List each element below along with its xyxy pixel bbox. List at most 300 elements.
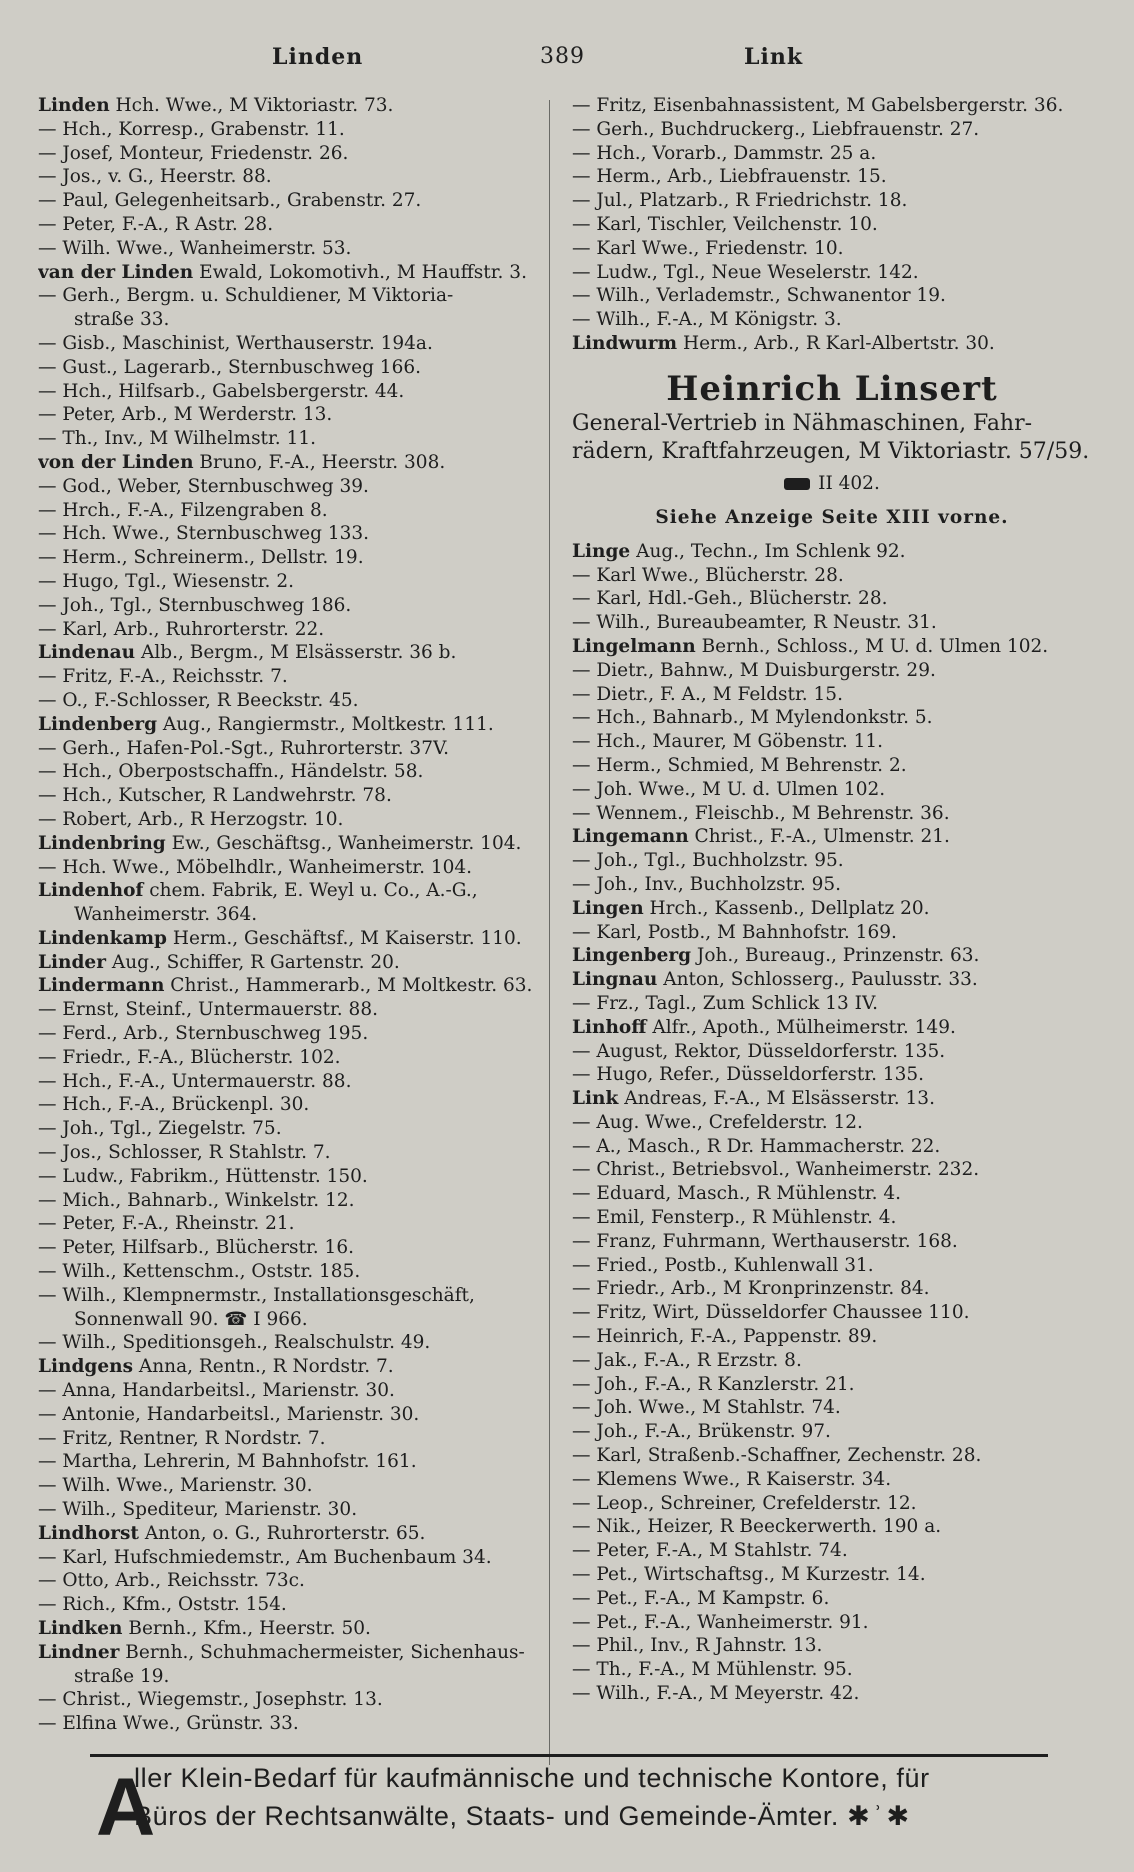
directory-entry [38,165,556,189]
entry-text: — Hch., Bahnarb., M Mylendonkstr. 5. [572,707,933,729]
directory-entry [572,754,1092,778]
entry-text: — Dietr., F. A., M Feldstr. 15. [572,683,843,705]
entry-text: — Karl, Straßenb.-Schaffner, Zechenstr. 28. [572,1445,982,1467]
directory-entry [572,165,1092,189]
entry-text: — Gust., Lagerarb., Sternbuschweg 166. [38,356,421,378]
directory-entry [572,1420,1092,1444]
directory-entry [572,1325,1092,1349]
directory-entry [572,730,1092,754]
entry-text: — Th., F.-A., M Mühlenstr. 95. [572,1659,853,1681]
directory-entry [38,1427,556,1451]
entry-text: Hrch., Kassenb., Dellplatz 20. [649,897,930,919]
directory-entry [572,1182,1092,1206]
directory-entry [572,1254,1092,1278]
directory-entry [38,927,556,951]
entry-text: — Herm., Schreinerm., Dellstr. 19. [38,547,364,569]
entry-text: — Wilh., Klempnermstr., Installationsgeschäft, [38,1284,475,1306]
entry-surname: Lindermann [38,975,165,997]
directory-entry [38,689,556,713]
directory-entry [572,706,1092,730]
directory-entry [38,713,556,737]
directory-entry [38,1641,556,1665]
entry-surname: Lindhorst [38,1522,139,1544]
directory-entry [572,1611,1092,1635]
advertisement-banner [90,1754,1048,1855]
entry-surname: Lindenhof [38,880,144,902]
banner-line-2: Büros der Rechtsanwälte, Staats- und Gemeinde-Ämter. ✱ ͗ ✱ [134,1801,910,1831]
directory-entry [38,974,556,998]
entry-text: — Friedr., Arb., M Kronprinzenstr. 84. [572,1278,930,1300]
directory-entry [38,1212,556,1236]
entry-text: — Fried., Postb., Kuhlenwall 31. [572,1254,874,1276]
entry-text: — Joh., Tgl., Buchholzstr. 95. [572,850,844,872]
entry-text: Aug., Schiffer, R Gartenstr. 20. [111,951,400,973]
directory-entry [572,1658,1092,1682]
entry-text: — Hch., Kutscher, R Landwehrstr. 78. [38,785,392,807]
directory-entry [572,261,1092,285]
directory-entry [572,213,1092,237]
entry-surname: Lindner [38,1641,120,1663]
entry-text: Bruno, F.-A., Heerstr. 308. [199,451,446,473]
banner-line-1: ller Klein-Bedarf für kaufmännische und technische Kontore, für [134,1763,930,1793]
entry-text: — Jul., Platzarb., R Friedrichstr. 18. [572,190,908,212]
directory-entry [38,665,556,689]
entry-text: Aug., Techn., Im Schlenk 92. [636,540,906,562]
entry-text: Alb., Bergm., M Elsässerstr. 36 b. [140,642,457,664]
ad-phone-number: II 402. [818,472,880,494]
entry-text: — Hch. Wwe., Sternbuschweg 133. [38,523,370,545]
column-divider [549,100,550,1765]
entry-text: — Hch., Oberpostschaffn., Händelstr. 58. [38,761,424,783]
directory-entry [572,1301,1092,1325]
directory-entry [38,142,556,166]
entry-text: — Eduard, Masch., R Mühlenstr. 4. [572,1183,902,1205]
directory-entry [572,992,1092,1016]
entry-text: Herm., Arb., R Karl-Albertstr. 30. [683,332,995,354]
entry-text: — Wilh., F.-A., M Königstr. 3. [572,309,842,331]
directory-entry [38,1165,556,1189]
directory-entry [38,1546,556,1570]
entry-text: — Joh., Tgl., Sternbuschweg 186. [38,594,352,616]
entry-text: — Phil., Inv., R Jahnstr. 13. [572,1635,823,1657]
entry-text: — Ferd., Arb., Sternbuschweg 195. [38,1023,369,1045]
entry-text: — O., F.-Schlosser, R Beeckstr. 45. [38,689,359,711]
entry-text: straße 33. [74,309,170,331]
directory-entry [38,1498,556,1522]
entry-text: — Fritz, Wirt, Düsseldorfer Chaussee 110. [572,1302,970,1324]
entry-text: Aug., Rangiermstr., Moltkestr. 111. [162,713,494,735]
directory-entry [38,1070,556,1094]
entry-text: — God., Weber, Sternbuschweg 39. [38,475,369,497]
directory-entry [572,849,1092,873]
entry-text: Christ., Hammerarb., M Moltkestr. 63. [170,975,533,997]
entry-text: — Elfina Wwe., Grünstr. 33. [38,1713,299,1735]
entry-text: — Gerh., Hafen-Pol.-Sgt., Ruhrorterstr. 37V. [38,737,449,759]
directory-entry [572,1206,1092,1230]
directory-entry [38,427,556,451]
directory-entry [38,1355,556,1379]
directory-entry [572,540,1092,564]
directory-entry [38,856,556,880]
directory-entry [38,951,556,975]
directory-entry [572,1563,1092,1587]
directory-entry [572,921,1092,945]
directory-entry [572,1040,1092,1064]
directory-entry [38,1284,556,1308]
directory-entry [572,1230,1092,1254]
directory-entry [572,1087,1092,1111]
directory-entry [38,94,556,118]
entry-text: — Fritz, F.-A., Reichsstr. 7. [38,666,288,688]
entry-text: — Peter, Hilfsarb., Blücherstr. 16. [38,1237,354,1259]
entry-text: — Joh. Wwe., M Stahlstr. 74. [572,1397,841,1419]
directory-entry [38,499,556,523]
entry-text: — Josef, Monteur, Friedenstr. 26. [38,142,349,164]
entry-surname: van der Linden [38,261,194,283]
entry-text: — Wilh. Wwe., Wanheimerstr. 53. [38,237,352,259]
entry-text: Alfr., Apoth., Mülheimerstr. 149. [652,1016,956,1038]
entry-text: — Joh., Tgl., Ziegelstr. 75. [38,1118,282,1140]
entry-text: — Karl, Hdl.-Geh., Blücherstr. 28. [572,588,888,610]
directory-entry [38,1450,556,1474]
entry-text: — Hch., Korresp., Grabenstr. 11. [38,118,345,140]
entry-text: — Mich., Bahnarb., Winkelstr. 12. [38,1189,355,1211]
entry-text: — Wilh., Verlademstr., Schwanentor 19. [572,285,946,307]
banner-initial: A [96,1762,156,1853]
directory-entry [38,1236,556,1260]
entry-text: Herm., Geschäftsf., M Kaiserstr. 110. [172,927,522,949]
entry-surname: Lingemann [572,826,689,848]
entry-text: — Karl, Arb., Ruhrorterstr. 22. [38,618,325,640]
directory-entry [572,1682,1092,1706]
directory-entry [572,873,1092,897]
entry-text: — Klemens Wwe., R Kaiserstr. 34. [572,1468,892,1490]
directory-entry [572,94,1092,118]
entry-text: — Ludw., Fabrikm., Hüttenstr. 150. [38,1165,368,1187]
entry-text: — Ernst, Steinf., Untermauerstr. 88. [38,999,378,1021]
directory-entry [572,802,1092,826]
entry-text: Anton, Schlosserg., Paulusstr. 33. [663,969,978,991]
directory-entry [38,451,556,475]
entry-text: — Antonie, Handarbeitsl., Marienstr. 30. [38,1403,420,1425]
entry-surname: Linge [572,540,631,562]
directory-entry [572,284,1092,308]
entry-text: — Aug. Wwe., Crefelderstr. 12. [572,1111,863,1133]
entry-text: — Pet., F.-A., Wanheimerstr. 91. [572,1611,869,1633]
directory-entry [38,213,556,237]
entry-text: — Frz., Tagl., Zum Schlick 13 IV. [572,992,878,1014]
right-column-top-entries [572,94,1092,356]
entry-text: — Wennem., Fleischb., M Behrenstr. 36. [572,802,950,824]
entry-text: — Hch., Vorarb., Dammstr. 25 a. [572,142,877,164]
directory-entry [38,737,556,761]
entry-text: — Anna, Handarbeitsl., Marienstr. 30. [38,1380,395,1402]
directory-entry [572,1135,1092,1159]
page-number: 389 [540,44,585,69]
directory-entry [38,1022,556,1046]
entry-text: — Joh., F.-A., R Kanzlerstr. 21. [572,1373,855,1395]
entry-surname: Lindwurm [572,332,678,354]
entry-text: Anna, Rentn., R Nordstr. 7. [138,1356,394,1378]
entry-text: — Peter, F.-A., R Astr. 28. [38,213,274,235]
entry-surname: Lindenau [38,642,136,664]
entry-text: — Fritz, Eisenbahnassistent, M Gabelsbergerstr. 36. [572,95,1064,116]
directory-entry [38,356,556,380]
entry-text: — Hrch., F.-A., Filzengraben 8. [38,499,328,521]
entry-text: — Christ., Betriebsvol., Wanheimerstr. 232. [572,1159,980,1181]
entry-text: — Hch., F.-A., Untermauerstr. 88. [38,1070,352,1092]
entry-text: Christ., F.-A., Ulmenstr. 21. [694,826,950,848]
directory-entry [38,1141,556,1165]
directory-entry [38,1712,556,1736]
left-column [38,94,556,1736]
directory-entry [38,903,556,927]
directory-entry [38,998,556,1022]
directory-entry [38,1688,556,1712]
directory-entry [572,1063,1092,1087]
directory-entry [572,635,1092,659]
directory-entry [572,189,1092,213]
entry-text: Sonnenwall 90. ☎ I 966. [74,1308,308,1330]
directory-entry [572,308,1092,332]
directory-entry [38,1379,556,1403]
directory-entry [572,897,1092,921]
directory-entry [38,808,556,832]
directory-entry [38,403,556,427]
entry-text: — Leop., Schreiner, Crefelderstr. 12. [572,1492,917,1514]
entry-text: — Friedr., F.-A., Blücherstr. 102. [38,1046,341,1068]
ad-reference: Siehe Anzeige Seite XIII vorne. [655,506,1009,528]
entry-text: — Karl, Tischler, Veilchenstr. 10. [572,213,878,235]
directory-entry [572,564,1092,588]
entry-text: — Peter, F.-A., Rheinstr. 21. [38,1213,295,1235]
entry-text: — Franz, Fuhrmann, Werthauserstr. 168. [572,1230,958,1252]
entry-surname: Linhoff [572,1016,647,1038]
entry-text: — Joh. Wwe., M U. d. Ulmen 102. [572,778,886,800]
entry-text: — Gerh., Buchdruckerg., Liebfrauenstr. 27. [572,118,980,140]
directory-entry [38,1522,556,1546]
directory-entry [38,1474,556,1498]
directory-entry [38,570,556,594]
entry-text: — Hch., F.-A., Brückenpl. 30. [38,1094,310,1116]
ad-title: Heinrich Linsert [666,368,998,409]
directory-entry [572,825,1092,849]
directory-entry [572,1444,1092,1468]
telephone-icon [784,478,810,490]
directory-entry [38,475,556,499]
entry-text: — Jos., v. G., Heerstr. 88. [38,166,272,188]
directory-entry [572,1277,1092,1301]
entry-text: Hch. Wwe., M Viktoriastr. 73. [115,95,394,116]
directory-entry [38,237,556,261]
directory-entry [572,1373,1092,1397]
entry-text: — Wilh., Speditionsgeh., Realschulstr. 49. [38,1332,431,1354]
running-head-left: Linden [272,44,364,70]
entry-text: Andreas, F.-A., M Elsässerstr. 13. [624,1088,935,1110]
entry-text: — August, Rektor, Düsseldorferstr. 135. [572,1040,946,1062]
entry-text: — Heinrich, F.-A., Pappenstr. 89. [572,1326,878,1348]
directory-entry [38,1331,556,1355]
entry-text: Ewald, Lokomotivh., M Hauffstr. 3. [199,261,527,283]
directory-entry [38,832,556,856]
directory-entry [572,118,1092,142]
entry-text: — Hch. Wwe., Möbelhdlr., Wanheimerstr. 104. [38,856,473,878]
entry-text: Bernh., Kfm., Heerstr. 50. [128,1618,371,1639]
entry-surname: Lindken [38,1618,123,1639]
ad-phone [572,466,1092,502]
entry-surname: von der Linden [38,451,194,473]
entry-text: — Hch., Maurer, M Göbenstr. 11. [572,731,884,753]
directory-entry [38,189,556,213]
entry-text: — Th., Inv., M Wilhelmstr. 11. [38,428,316,450]
entry-text: — Nik., Heizer, R Beeckerwerth. 190 a. [572,1516,942,1538]
entry-text: — Pet., F.-A., M Kampstr. 6. [572,1587,830,1609]
directory-entry [572,1492,1092,1516]
directory-entry [572,1016,1092,1040]
running-head-right: Link [744,44,804,70]
entry-surname: Lingnau [572,969,658,991]
entry-text: straße 19. [74,1665,170,1687]
directory-entry [38,1189,556,1213]
entry-text: — Hch., Hilfsarb., Gabelsbergerstr. 44. [38,380,405,402]
entry-text: Joh., Bureaug., Prinzenstr. 63. [696,945,980,967]
entry-text: — Christ., Wiegemstr., Josephstr. 13. [38,1689,383,1711]
entry-text: Ew., Geschäftsg., Wanheimerstr. 104. [171,832,522,854]
directory-entry [38,546,556,570]
directory-entry [38,1665,556,1689]
entry-text: — Martha, Lehrerin, M Bahnhofstr. 161. [38,1451,417,1473]
entry-text: — Peter, F.-A., M Stahlstr. 74. [572,1540,848,1562]
directory-entry [38,618,556,642]
directory-entry [572,611,1092,635]
directory-entry [572,968,1092,992]
entry-surname: Lindenkamp [38,927,167,949]
entry-text: — Jos., Schlosser, R Stahlstr. 7. [38,1142,331,1164]
directory-entry [38,1617,556,1641]
entry-surname: Link [572,1088,619,1110]
right-column-entries [572,540,1092,1706]
entry-text: — Ludw., Tgl., Neue Weselerstr. 142. [572,261,919,283]
directory-entry [572,1515,1092,1539]
entry-surname: Lindenberg [38,713,158,735]
entry-text: — Karl, Hufschmiedemstr., Am Buchenbaum 34. [38,1546,492,1568]
directory-entry [572,237,1092,261]
directory-entry [38,522,556,546]
directory-entry [572,1468,1092,1492]
directory-entry [38,308,556,332]
directory-entry [572,683,1092,707]
entry-text: — Fritz, Rentner, R Nordstr. 7. [38,1427,326,1449]
entry-text: — Joh., F.-A., Brükenstr. 97. [572,1421,831,1443]
entry-text: Anton, o. G., Ruhrorterstr. 65. [144,1522,426,1544]
entry-text: — Wilh., Spediteur, Marienstr. 30. [38,1499,358,1521]
entry-text: — Otto, Arb., Reichsstr. 73c. [38,1570,305,1592]
directory-entry [38,1403,556,1427]
entry-text: Bernh., Schuhmachermeister, Sichenhaus- [125,1641,525,1663]
ad-line-2: rädern, Kraftfahrzeugen, M Viktoriastr. 57/59. [572,438,1090,464]
directory-entry [38,1117,556,1141]
directory-entry [38,332,556,356]
entry-surname: Lingenberg [572,945,692,967]
directory-entry [38,641,556,665]
directory-entry [572,1111,1092,1135]
entry-surname: Linder [38,951,106,973]
entry-text: — Jak., F.-A., R Erzstr. 8. [572,1349,802,1371]
directory-entry [38,594,556,618]
entry-text: — Gisb., Maschinist, Werthauserstr. 194a. [38,332,433,354]
entry-surname: Lindgens [38,1356,133,1378]
directory-entry [38,380,556,404]
entry-text: — Hugo, Tgl., Wiesenstr. 2. [38,570,294,592]
directory-entry [38,784,556,808]
entry-text: chem. Fabrik, E. Weyl u. Co., A.-G., [149,880,478,902]
entry-text: — Robert, Arb., R Herzogstr. 10. [38,808,344,830]
directory-entry [572,1634,1092,1658]
directory-entry [38,1260,556,1284]
entry-text: — Wilh. Wwe., Marienstr. 30. [38,1475,313,1497]
entry-text: — Peter, Arb., M Werderstr. 13. [38,404,333,426]
right-column [572,94,1092,1706]
directory-entry [572,587,1092,611]
directory-entry [572,659,1092,683]
directory-entry [38,1569,556,1593]
entry-surname: Lingen [572,897,644,919]
entry-text: — Karl Wwe., Blücherstr. 28. [572,564,844,586]
directory-entry [572,1587,1092,1611]
entry-text: — Gerh., Bergm. u. Schuldiener, M Viktoria- [38,285,454,307]
entry-text: Wanheimerstr. 364. [74,904,258,926]
entry-text: — Karl Wwe., Friedenstr. 10. [572,237,844,259]
entry-surname: Linden [38,95,110,116]
entry-text: — Herm., Arb., Liebfrauenstr. 15. [572,166,887,188]
directory-entry [572,142,1092,166]
entry-text: — Karl, Postb., M Bahnhofstr. 169. [572,921,897,943]
entry-text: Bernh., Schloss., M U. d. Ulmen 102. [701,635,1049,657]
directory-entry [38,879,556,903]
directory-entry [572,944,1092,968]
directory-entry [38,760,556,784]
ad-line-1: General-Vertrieb in Nähmaschinen, Fahr- [572,410,1033,436]
directory-entry [38,1308,556,1332]
entry-text: — Wilh., Kettenschm., Oststr. 185. [38,1261,361,1283]
advertisement [572,368,1092,534]
entry-text: — Pet., Wirtschaftsg., M Kurzestr. 14. [572,1564,926,1586]
directory-entry [572,1349,1092,1373]
directory-entry [572,778,1092,802]
entry-text: — Herm., Schmied, M Behrenstr. 2. [572,754,907,776]
entry-text: — Dietr., Bahnw., M Duisburgerstr. 29. [572,659,936,681]
directory-entry [38,118,556,142]
directory-entry [572,1396,1092,1420]
entry-text: — Rich., Kfm., Oststr. 154. [38,1594,287,1616]
directory-entry [38,1593,556,1617]
entry-text: — Hugo, Refer., Düsseldorferstr. 135. [572,1064,925,1086]
entry-text: — A., Masch., R Dr. Hammacherstr. 22. [572,1135,941,1157]
entry-text: — Wilh., Bureaubeamter, R Neustr. 31. [572,612,937,634]
directory-entry [572,332,1092,356]
entry-text: — Emil, Fensterp., R Mühlenstr. 4. [572,1207,897,1229]
directory-entry [38,1093,556,1117]
entry-surname: Lindenbring [38,832,166,854]
directory-entry [572,1539,1092,1563]
directory-entry [38,284,556,308]
directory-entry [38,261,556,285]
entry-text: — Paul, Gelegenheitsarb., Grabenstr. 27. [38,190,422,212]
entry-text: — Joh., Inv., Buchholzstr. 95. [572,873,842,895]
directory-entry [572,1158,1092,1182]
entry-surname: Lingelmann [572,635,696,657]
entry-text: — Wilh., F.-A., M Meyerstr. 42. [572,1683,860,1705]
